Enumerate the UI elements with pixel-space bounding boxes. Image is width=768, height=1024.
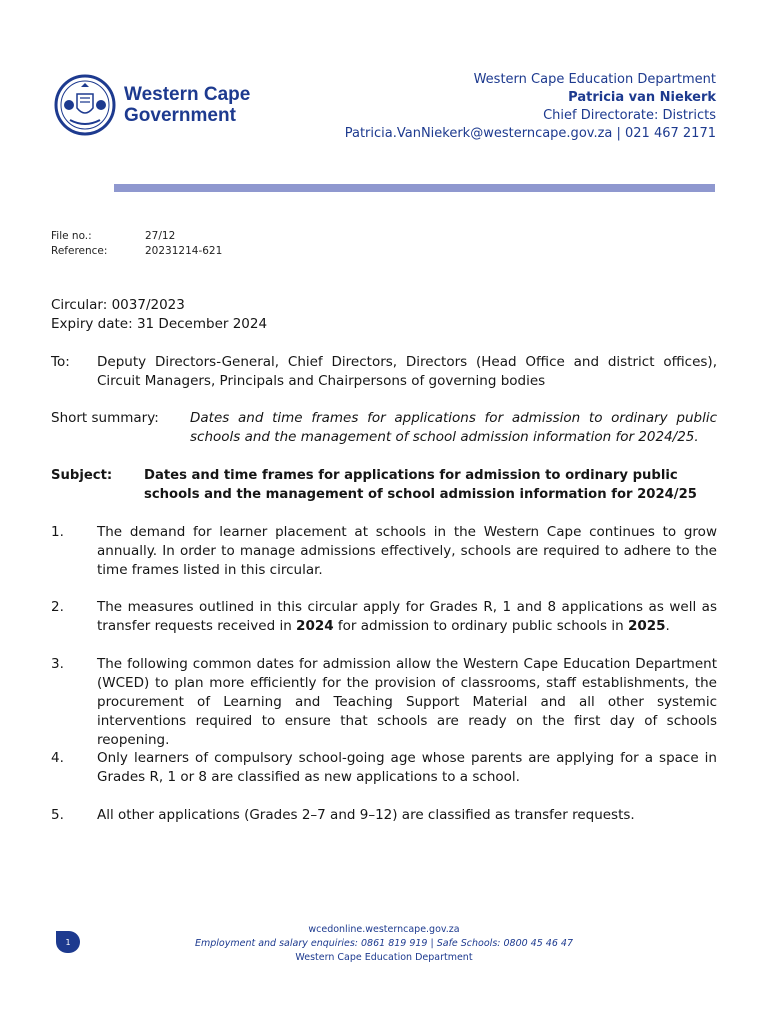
paragraph-text: Only learners of compulsory school-going age whose parents are applying for a space in Grades R, 1 or 8 are classified as new applications to a school.	[97, 750, 717, 785]
page-number-badge: 1	[56, 931, 80, 953]
paragraph-number: 5.	[51, 807, 64, 823]
footer-enquiries: Employment and salary enquiries: 0861 819 919 | Safe Schools: 0800 45 46 47	[194, 938, 573, 949]
directorate: Chief Directorate: Districts	[543, 108, 716, 123]
paragraph-5	[51, 806, 717, 825]
sender-block	[345, 71, 716, 143]
to-label: To:	[51, 354, 70, 370]
header-rule	[114, 184, 715, 192]
summary-text: Dates and time frames for applications for admission to ordinary public schools and the management of school admission information for 2024/25.	[190, 410, 717, 445]
contact-details: Patricia.VanNiekerk@westerncape.gov.za | 021 467 2171	[344, 126, 716, 141]
paragraph-text: The demand for learner placement at schools in the Western Cape continues to grow annually. In order to manage admissions effectively, schools are required to adhere to the time frames listed in this circular.	[97, 524, 717, 578]
paragraph-1	[51, 523, 717, 580]
expiry-date: Expiry date: 31 December 2024	[51, 316, 268, 332]
file-value: 27/12	[145, 230, 176, 242]
paragraph-4	[51, 749, 717, 787]
paragraph-number: 3.	[51, 656, 64, 672]
subject-label: Subject:	[51, 468, 113, 483]
subject	[51, 466, 717, 504]
coat-of-arms-icon	[54, 74, 116, 136]
paragraph-3	[51, 655, 717, 750]
department-name: Western Cape Education Department	[473, 72, 716, 87]
file-meta	[51, 229, 222, 259]
paragraph-text: The measures outlined in this circular apply for Grades R, 1 and 8 applications as well as transfer requests received in 2024 for admission to ordinary public schools in 2025.	[97, 599, 717, 634]
reference-value: 20231214-621	[145, 245, 223, 257]
year-2025: 2025	[627, 618, 666, 634]
file-label: File no.:	[51, 230, 92, 242]
circular-number: Circular: 0037/2023	[51, 297, 185, 313]
circular-info	[51, 296, 267, 334]
year-2024: 2024	[296, 618, 334, 634]
footer	[0, 923, 768, 965]
subject-text: Dates and time frames for applications for admission to ordinary public schools and the management of school admission information for 2024/25	[144, 468, 697, 502]
short-summary	[51, 409, 717, 447]
paragraph-number: 2.	[51, 599, 64, 615]
recipients	[51, 353, 717, 391]
sender-name: Patricia van Niekerk	[568, 90, 716, 105]
reference-label: Reference:	[51, 245, 108, 257]
paragraph-text: All other applications (Grades 2–7 and 9–12) are classified as transfer requests.	[97, 807, 635, 823]
logo-line-2: Government	[124, 105, 236, 126]
logo	[54, 74, 250, 136]
paragraph-number: 1.	[51, 524, 64, 540]
paragraph-number: 4.	[51, 750, 64, 766]
paragraph-2	[51, 598, 717, 636]
footer-department: Western Cape Education Department	[295, 952, 473, 963]
logo-line-1: Western Cape	[124, 84, 251, 105]
footer-website[interactable]: wcedonline.westerncape.gov.za	[308, 924, 460, 935]
summary-label: Short summary:	[51, 410, 159, 426]
paragraph-text: The following common dates for admission allow the Western Cape Education Department (WCED) to plan more efficiently for the provision of classrooms, staff establishments, the procurement of Learning and Teaching Support Material and all other systemic interventions required to ensure that schools are ready on the first day of schools reopening.	[97, 656, 717, 748]
to-text: Deputy Directors-General, Chief Directors, Directors (Head Office and district offices), Circuit Managers, Principals and Chairpersons of governing bodies	[97, 354, 717, 389]
